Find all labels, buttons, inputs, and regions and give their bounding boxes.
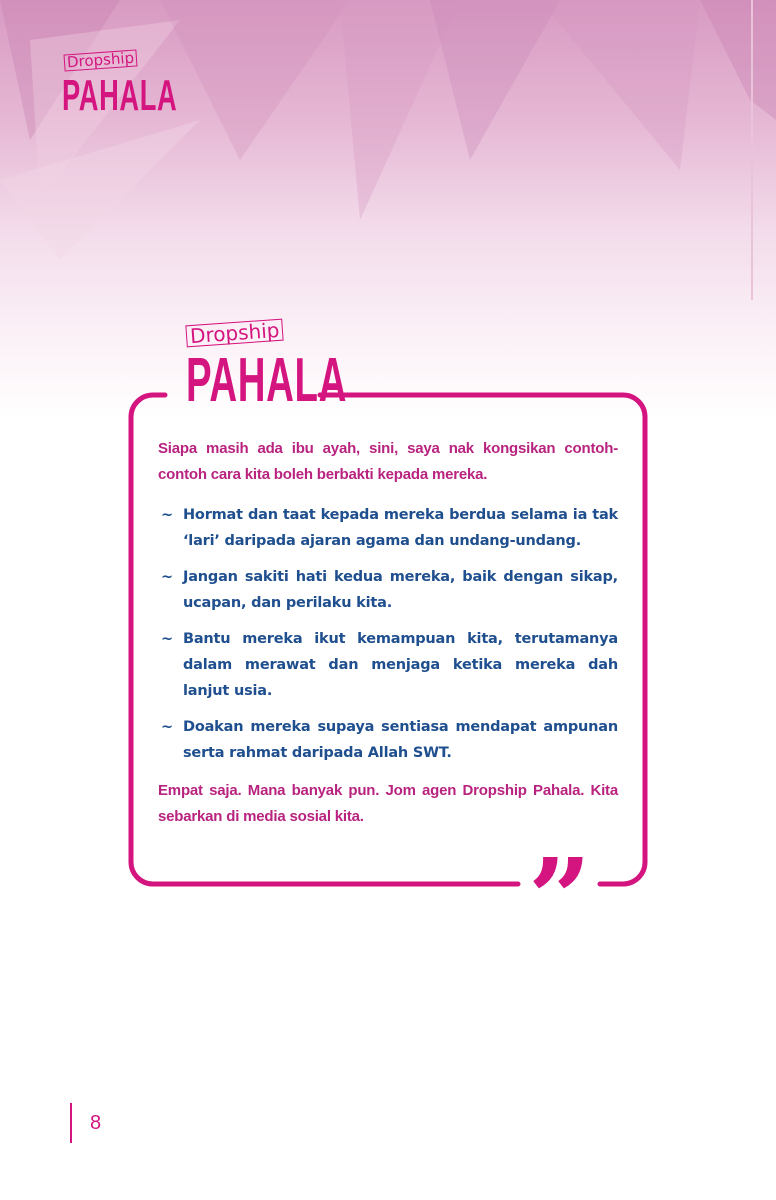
closing-quote-icon: ” <box>528 834 586 963</box>
bullet-marker: ~ <box>161 631 173 647</box>
logo-pahala-text: PAHALA <box>186 346 348 415</box>
list-item <box>158 502 618 554</box>
list-item-text: Jangan sakiti hati kedua mereka, baik dengan sikap, ucapan, dan perilaku kita. <box>183 569 618 611</box>
logo-dropship-text: Dropship <box>185 319 284 348</box>
list-item-text: Doakan mereka supaya sentiasa mendapat ampunan serta rahmat daripada Allah SWT. <box>183 719 618 761</box>
bullet-marker: ~ <box>161 569 173 585</box>
page-number: 8 <box>70 1103 101 1143</box>
intro-paragraph: Siapa masih ada ibu ayah, sini, saya nak kongsikan contoh-contoh cara kita boleh berbakti kepada mereka. <box>158 440 618 483</box>
bullet-marker: ~ <box>161 719 173 735</box>
logo-dropship-text: Dropship <box>63 49 137 71</box>
closing-paragraph: Empat saja. Mana banyak pun. Jom agen Dropship Pahala. Kita sebarkan di media sosial kita. <box>158 782 618 825</box>
list-item <box>158 714 618 766</box>
list-item-text: Hormat dan taat kepada mereka berdua selama ia tak ‘lari’ daripada ajaran agama dan undang-undang. <box>183 507 618 549</box>
list-item <box>158 564 618 616</box>
card-content <box>158 436 618 830</box>
list-item-text: Bantu mereka ikut kemampuan kita, terutamanya dalam merawat dan menjaga ketika mereka dah lanjut usia. <box>183 631 618 699</box>
logo-pahala-text: PAHALA <box>62 71 178 120</box>
list-item <box>158 626 618 704</box>
bullet-marker: ~ <box>161 507 173 523</box>
card-logo <box>186 317 446 415</box>
tips-list <box>158 502 618 766</box>
